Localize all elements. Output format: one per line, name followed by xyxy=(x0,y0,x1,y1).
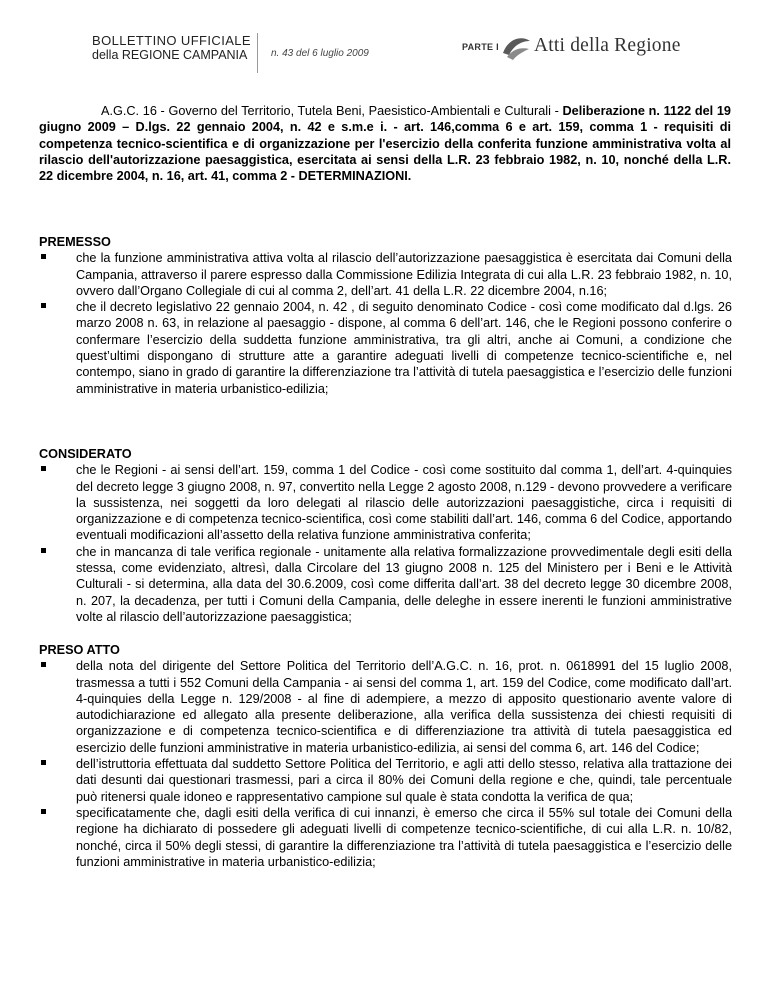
section-considerato xyxy=(39,446,732,625)
list-item: che il decreto legislativo 22 gennaio 2004, n. 42 , di seguito denominato Codice - così come modificato dal d.lgs. 26 marzo 2008 n. 63, in relazione al paesaggio - dispone, al comma 6 dell’art. 146, che le Regioni possono conferire o confermare l’esercizio della suddetta funzione amministrativa, tra gli altri, anche ai Comuni, a condizione che quest’ultimi dispongano di strutture atte a garantire adeguati livelli di competenze tecnico-scientifiche e, nel contempo, siano in grado di garantire la differenziazione tra l’attività di tutela paesaggistica e l’esercizio delle funzioni amministrative in materia urbanistico-edilizia; xyxy=(39,299,732,397)
list-item: che le Regioni - ai sensi dell’art. 159, comma 1 del Codice - così come sostituito dal comma 1, dell’art. 4-quinquies del decreto legge 3 giugno 2008, n. 97, convertito nella Legge 2 agosto 2008, n.129 - devono provvedere a verificare la sussistenza, nei soggetti da loro delegati al rilascio delle autorizzazioni paesaggistiche, circa i requisiti di organizzazione e di competenza tecnico-scientifica, così come stabiliti dall’art. 146, comma 6 del Codice, apportando eventuali modificazioni all’assetto della relativa funzione amministrativa conferita; xyxy=(39,462,732,543)
section-heading: CONSIDERATO xyxy=(39,447,132,461)
header-divider xyxy=(257,33,258,73)
list-item: specificatamente che, dagli esiti della verifica di cui innanzi, è emerso che circa il 55% sul totale dei Comuni della regione ha dichiarato di possedere gli adeguati livelli di competenze tecnico-scientifiche, di cui alla L.R. n. 10/82, nonché, circa il 50% degli stessi, di garantire la differenziazione tra l’attività di tutela paesaggistica e l’esercizio delle funzioni amministrative in materia urbanistico-edilizia; xyxy=(39,805,732,870)
section-premesso xyxy=(39,234,732,397)
part-title: Atti della Regione xyxy=(534,35,681,56)
deliberation-department: A.G.C. 16 - Governo del Territorio, Tutela Beni, Paesistico-Ambientali e Culturali - xyxy=(101,104,563,118)
deliberation-title: Deliberazione n. 1122 del 19 giugno 2009 – D.lgs. 22 gennaio 2004, n. 42 e s.m.e i. - art. 146,comma 6 e art. 159, comma 1 - requisiti di competenza tecnico-scientifica e di organizzazione per l'esercizio della conferita funzione amministrativa volta al rilascio dell'autorizzazione paesaggistica, esercitata ai sensi della L.R. 23 febbraio 1982, n. 10, nonché della L.R. 22 dicembre 2004, n. 16, art. 41, comma 2 - DETERMINAZIONI. xyxy=(39,104,731,184)
bulletin-title-line2: della REGIONE CAMPANIA xyxy=(92,48,248,62)
section-preso-atto xyxy=(39,642,732,870)
regione-campania-logo-icon xyxy=(499,33,533,61)
issue-number: n. 43 del 6 luglio 2009 xyxy=(271,48,369,59)
deliberation-heading xyxy=(39,103,731,184)
list-item: che la funzione amministrativa attiva volta al rilascio dell’autorizzazione paesaggistica è esercitata dai Comuni della Campania, attraverso il parere espresso dalla Commissione Edilizia Integrata di cui alla L.R. 23 febbraio 1982, n. 10, ovvero dall’Organo Collegiale di cui al comma 2, dell’art. 41 della L.R. 22 dicembre 2004, n.16; xyxy=(39,250,732,299)
bulletin-title xyxy=(92,33,251,62)
section-list xyxy=(39,462,732,625)
list-item: che in mancanza di tale verifica regionale - unitamente alla relativa formalizzazione provvedimentale degli esiti della stessa, come evidenziato, altresì, dalla Circolare del 13 giugno 2008 n. 125 del Ministero per i Beni e le Attività Culturali - si determina, alla data del 30.6.2009, così come differita dall’art. 38 del decreto legge 30 dicembre 2008, n. 207, la decadenza, per tutti i Comuni della Campania, delle deleghe in essere inerenti le funzioni amministrative volte al rilascio dell’autorizzazione paesaggistica; xyxy=(39,544,732,625)
section-heading: PREMESSO xyxy=(39,235,111,249)
section-heading: PRESO ATTO xyxy=(39,643,120,657)
bulletin-title-line1: BOLLETTINO UFFICIALE xyxy=(92,33,251,48)
part-label: PARTE I xyxy=(462,42,499,52)
section-list xyxy=(39,250,732,397)
list-item: dell’istruttoria effettuata dal suddetto Settore Politica del Territorio, e agli atti dello stesso, relativa alla trattazione dei dati desunti dai questionari trasmessi, pari a circa il 80% dei Comuni della regione e che, quindi, tale percentuale può ritenersi quale idoneo e rappresentativo campione sul quale è stata condotta la verifica de qua; xyxy=(39,756,732,805)
section-list xyxy=(39,658,732,870)
list-item: della nota del dirigente del Settore Politica del Territorio dell’A.G.C. n. 16, prot. n. 0618991 del 15 luglio 2008, trasmessa a tutti i 552 Comuni della Campania - ai sensi del comma 1, art. 159 del Codice, come modificato dall’art. 4-quinquies della Legge n. 129/2008 - al fine di adempiere, a mezzo di apposito questionario avente valore di autodichiarazione ed allegato alla presente deliberazione, alla verifica della sussistenza dei chiesti requisiti di organizzazione e di competenza tecnico-scientifica e di differenziazione tra attività di tutela paesaggistica ed esercizio delle funzioni amministrative in materia urbanistico-edilizia, ai sensi del comma 6, art. 146 del Codice; xyxy=(39,658,732,756)
